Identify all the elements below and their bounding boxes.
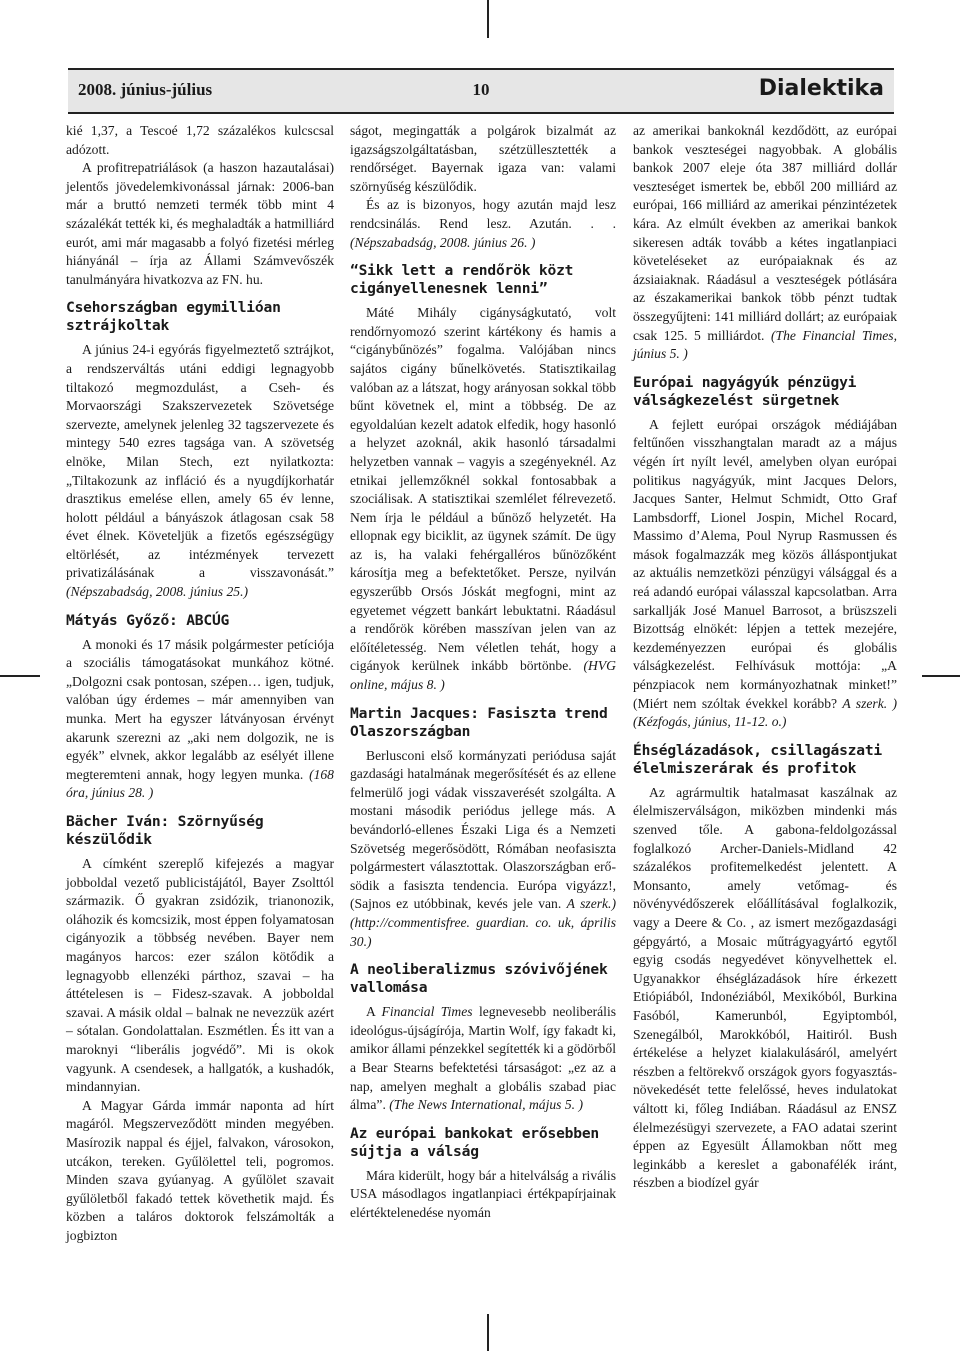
crop-mark-left bbox=[0, 675, 40, 677]
article-heading: Mátyás Győző: ABCÚG bbox=[66, 611, 230, 629]
citation: (HVG online, május 8. ) bbox=[350, 658, 616, 693]
column-3 bbox=[633, 122, 897, 1193]
paragraph bbox=[633, 416, 897, 732]
paragraph-text: A bbox=[366, 1004, 382, 1020]
paragraph: A profitrepatriálások (a haszon hazautalásai) jelentős jövedelemkivonással járnak: 2006-ban már a bruttó nemzeti termék több mint 4 százalékát tették ki, és meghaladták a hatmilliárd eurót, ami már magasabb a folyó fizetési mérleg hiányánál – írja az Állami Számvevőszék tanulmányára hivatkozva az FN. hu. bbox=[66, 160, 334, 287]
paragraph-text: A június 24-i egyórás figyelmeztető sztrájkot, a rendszerváltás utáni eddigi legnagyobb tiltakozó megmozdulást, a Cseh- és Morvaországi Szakszervezetek Szövetsége szervezte, amelynek jelenleg 32 tagszervezete és mintegy 540 ezres tagsága van. A szövetség elnöke, Milan Stech, ezt nyilatkozta: „Tiltakozunk az infláció és a nyugdíjkorhatár drasztikus emelése ellen, amely 65 év lenne, holott például a bányászok átlagosan csak 58 évet élnek. Követeljük a fizetős egészségügy eltörlését, az intézmények tervezett privatizálásának a visszavonását.” bbox=[66, 342, 334, 581]
paragraph-text: legnevesebb neoliberális ideológus-újságírója, Martin Wolf, így fakadt ki, amikor állami pénzekkel segítették ki a gödörből a Bear Stearns befektetési társaságot: „ez az a nap, amelyen meghalt a globális szabad piac álma”. bbox=[350, 1004, 617, 1113]
paragraph-text: az amerikai bankoknál kezdődött, az európai bankok veszteségei nagyobbak. A globális bankok 2007 eleje óta 387 milliárd dollár veszteséget ismertek be, ebből 200 milliárd az európai, 166 milliárd az amerikai pénzintézetek kára. Az elmúlt években az amerikai bankok sikeresen adták tovább a kétes ingatlanpiaci követeléseket az európaiaknak és az ázsiaiaknak. Ráadásul a veszteségek pótlására az északamerikai bankok több pénzt tudtak összegyűjteni: 141 milliárd dollárt; az európaiak csak 125. 5 milliárdot. bbox=[633, 123, 897, 343]
article-heading: “Sikk lett a rendőrök közt cigányellenesnek lenni” bbox=[350, 262, 574, 298]
paragraph bbox=[350, 747, 616, 952]
magazine-title: Dialektika bbox=[758, 76, 884, 101]
page-header bbox=[68, 68, 894, 114]
emphasis: Financial Times bbox=[381, 1004, 473, 1020]
citation: (Népszabadság, 2008. június 25.) bbox=[66, 584, 249, 600]
paragraph: A címként szereplő kifejezés a magyar jobboldal vezető publicistájától, Bayer Zsolttól származik. Ő gyakran zsidózik, trianonozik, oláhozik és komcsizik, most éppen folyamatosan cigányozik a többség nevében. Bayer nem magányos harcos: ezer szálon kötődik a legnagyobb ellenzéki párthoz, szavai – ha áttételesen is – Fidesz-szavak. A jobboldal szavai. A másik oldal – balnak ne nevezzük azért – sótalan. Gondolattalan. Eszmétlen. És itt van a maroknyi “liberális jogvédő”. Mi is okok vagyunk. A csendesek, a hallgatók, a kushadók, mindannyian. bbox=[66, 856, 334, 1095]
article-heading: Martin Jacques: Fasiszta trend Olaszországban bbox=[350, 704, 608, 740]
paragraph bbox=[350, 304, 616, 694]
paragraph: Az agrármultik hatalmasat kaszálnak az élelmiszerválságon, miközben mindenki más szenved tőle. A gabona-feldolgozással foglalkozó Archer-Daniels-Midland 42 százalékos profitemelkedést jelentett. A Monsanto, amely vetőmag- és növényvédőszerek előállításával foglalkozik, vagy a Deere & Co. , az ismert mezőgazdasági gépgyártó, a Mosaic műtrágyagyártó egytől egyig csodás negyedévet könyvelhettek el. Ugyanakkor éhséglázadások híre érkezett Etiópiából, Indonéziából, Mexikóból, Burkina Fasóból, Kamerunból, Egyiptomból, Szenegálból, Marokkóból, Haitiról. Bush értékelése a helyzet kialakulásáról, amelyért részben a feltörekvő országok gyors fogyasztásnövekedését tette felelőssé, heves indulatokat váltott ki, főleg Indiában. Ráadásul az ENSZ élelmezésügyi szervezete, a FAO adatai szerint éppen az Egyesült Államokban nőtt meg leginkább a kereslet a gabonafélék iránt, részben a biodízel gyár bbox=[633, 784, 897, 1191]
article-heading: Az európai bankokat erősebben sújtja a válság bbox=[350, 1124, 599, 1160]
paragraph-text: Máté Mihály cigányságkutató, volt rendőrnyomozó szerint kártékony és hamis a “cigánybűnözés” fogalma. Valójában nincs sajátos cigány bűnelkövetés. Statisztikailag valóban az a látszat, hogy arányosan sokkal több bűnt követnek el, mint a többség. De az egyoldalúan kezelt adatok elfedik, hogy hasonló a helyzet azoknál, akik hasonló társadalmi helyzetben vannak – vagyis a szegényeknél. Az etnikai jellemzőknél sokkal fontosabbak a szociálisak. A statisztikai szemlélet félrevezető. Nem írja le például a bűnöző helyzetét. Ha ellopnak egy biciklit, az ügynek számít. De ügy az is, ha valaki fehérgalléros bűnözőként károsítja meg a befektetőket. Persze, nyilván egyszerűbb Orsós Jóskát megfogni, mint az egyetemet végzett bankárt lebuktatni. Ráadásul a rendőrök körében masszívan jelen van az előítéletesség. Nem véletlen tehát, hogy a cigányok kerülnek inkább börtönbe. bbox=[350, 305, 616, 674]
paragraph-text: Berlusconi első kormányzati periódusa saját gazdasági hatalmának megerősítését és az ellene felmerülő jogi vádak visszaverését szolgálta. A mostani második periódus jellege más. A bevándorló-ellenes Északi Liga és a Nemzeti Szövetség megerősödött, Rómában neofasiszta polgármestert választottak. Olaszországban erősödik a fasiszta tendencia. Európa vigyázz!, (Sajnos ez utóbbinak, kevés jele van. bbox=[350, 747, 616, 912]
paragraph-text: És az is bizonyos, hogy azután majd lesz rendcsinálás. Rend lesz. Azután. . . bbox=[350, 197, 616, 231]
article-heading: A neoliberalizmus szóvivőjének vallomása bbox=[350, 961, 608, 997]
paragraph-text: A monoki és 17 másik polgármester petíciója a szociális támogatásokat munkához kötné. „Dolgozni csak pontosan, szépen… igen, tudjuk, valóban úgy érdemes – már amennyiben van munka. Mert ha egyszer látványosan érvényt akarunk szerezni az „aki nem dolgozik, ne is egyék” elvnek, akkor legalább az esélyét illene megteremteni annak, hogy legyen munka. bbox=[66, 636, 334, 782]
column-2 bbox=[350, 122, 616, 1223]
crop-mark-right bbox=[922, 675, 960, 677]
paragraph: A Magyar Gárda immár naponta ad hírt magáról. Megszerveződött minden megyében. Masírozik nappal és éjjel, falvakon, városokon, utcákon, tereken. Gyűlölettel teli, pogromos. Minden szava gyúanyag. A gyűlölet szavait gyűlöletből fakadó tettek követhetik majd. És közben a taláros doktorok felszámolták a jogbizton bbox=[66, 1097, 334, 1243]
paragraph bbox=[66, 341, 334, 601]
crop-mark-top bbox=[487, 0, 489, 38]
paragraph bbox=[350, 1003, 616, 1115]
paragraph: ságot, megingatták a polgárok bizalmát az igazságszolgáltatásban, szétzüllesztették a rendőrséget. Bayernak igaza van: valami szörnyűség készülődik. bbox=[350, 123, 616, 194]
paragraph: Mára kiderült, hogy bár a hitelválság a rivális USA másodlagos ingatlanpiaci értékpapírjainak elértéktelenedése nyomán bbox=[350, 1167, 616, 1220]
paragraph: kié 1,37, a Tescoé 1,72 százalékos kulcscsal adózott. bbox=[66, 123, 334, 157]
citation: (168 óra, június 28. ) bbox=[66, 766, 334, 801]
citation: (The Financial Times, június 5. ) bbox=[633, 327, 897, 362]
paragraph-text: A fejlett európai országok médiájában feltűnően visszhangtalan maradt az a május végén írt nyílt levél, amelyben olyan európai politikus nagyágyúk, mint Jacques Delors, Jacques Santer, Helmut Schmidt, Otto Graf Lambsdorff, Lionel Jospin, Michel Rocard, Massimo d’Alema, Poul Nyrup Rasmussen és mások fogalmazzák meg közös álláspontjukat az aktuális nemzetközi pénzügyi válsággal és a reá adandó európai válasszal kapcsolatban. Arra sarkallják José Manuel Barrosot, a brüszszeli Bizottság elnökét: lépjen a tettek mezejére, kezdeményezzen európai és globális válságkezelést. Felhívásuk mottója: „A pénzpiacok nem kormányozhatnak minket!” (Miért nem szóltak évekkel korább? bbox=[633, 416, 897, 711]
paragraph bbox=[66, 636, 334, 803]
issue-date: 2008. június-július bbox=[78, 80, 213, 99]
article-heading: Európai nagyágyúk pénzügyi válságkezelést sürgetnek bbox=[633, 373, 857, 409]
article-heading: Bächer Iván: Szörnyűség készülődik bbox=[66, 813, 264, 848]
article-heading: Éhséglázadások, csillagászati élelmiszerárak és profitok bbox=[633, 741, 882, 777]
paragraph bbox=[350, 196, 616, 252]
citation: A szerk. ) (Kézfogás, június, 11-12. o.) bbox=[633, 695, 898, 730]
column-1 bbox=[66, 122, 334, 1245]
citation: A szerk.) (http://commentisfree. guardian. co. uk, április 30.) bbox=[350, 896, 616, 949]
citation: (Népszabadság, 2008. június 26. ) bbox=[350, 234, 536, 250]
citation: (The News International, május 5. ) bbox=[389, 1097, 583, 1113]
article-heading: Csehországban egymillióan sztrájkoltak bbox=[66, 299, 281, 335]
crop-mark-bottom bbox=[487, 1314, 489, 1351]
page-number: 10 bbox=[472, 80, 490, 99]
paragraph bbox=[633, 122, 897, 364]
